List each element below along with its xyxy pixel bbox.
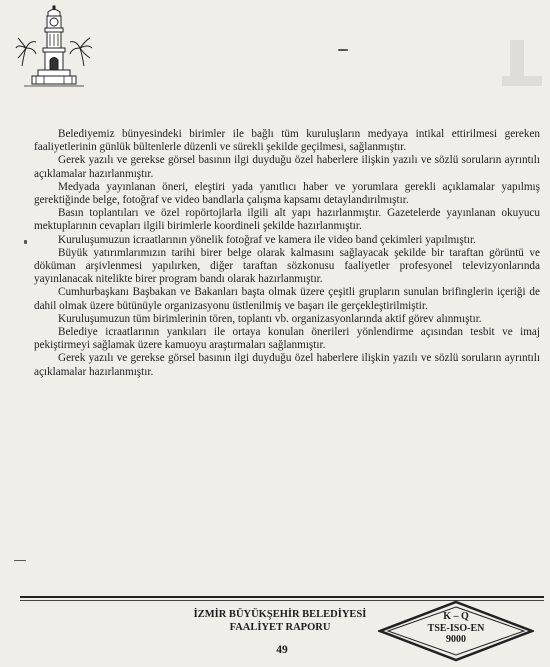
cert-line: K – Q — [443, 611, 469, 622]
report-title: FAALİYET RAPORU — [229, 622, 331, 633]
paragraph: Gerek yazılı ve gerekse görsel basının ilgi duyduğu özel haberlere ilişkin yazılı ve sözlü soruların ayrıntılı açıklamalar hazırlanmıştır. — [34, 352, 540, 378]
scan-speck — [338, 49, 348, 51]
scan-speck — [24, 240, 27, 244]
paragraph: Büyük yatırımlarımızın tarihi birer belge olarak kalmasını sağlayacak şekilde bir taraftan görüntü ve döküman arşivlenmesi yapılırken, diğer taraftan sözkonusu faaliyetler profesyonel televizyonlarında yayınlanacak nitelikte birer program bandı olarak hazırlanmıştır. — [34, 246, 540, 286]
cert-line: 9000 — [446, 634, 466, 645]
clock-tower-icon — [14, 4, 94, 90]
scan-speck — [14, 560, 26, 561]
footer-divider — [20, 596, 544, 598]
paragraph: Kuruluşumuzun icraatlarının yönelik fotoğraf ve kamera ile video band çekimleri yapılmıştır. — [58, 233, 476, 246]
paragraph: Belediyemiz bünyesindeki birimler ile bağlı tüm kuruluşların medyaya intikal ettirilmesi gereken faaliyetlerinin günlük bültenlerle düzenli ve sürekli şekilde geçilmesi, sağlanmıştır. — [34, 128, 540, 154]
cert-line: TSE-ISO-EN — [427, 622, 485, 634]
paragraph: Kuruluşumuzun tüm birimlerinin tören, toplantı vb. organizasyonlarında aktif görev alınmıştır. — [58, 312, 482, 325]
certification-badge — [378, 611, 534, 646]
bleed-through-icon — [496, 20, 550, 90]
footer-report-title — [170, 608, 390, 634]
paragraph: Basın toplantıları ve özel ropörtojlarla ilgili alt yapı hazırlanmıştır. Gazetelerde yayınlanan okuyucu mektuplarının cevapları ilgili birimlerle koordineli şekilde hazırlanmıştır. — [34, 207, 540, 233]
paragraph: Cumhurbaşkanı Başbakan ve Bakanları başta olmak üzere çeşitli grupların sunulan brifinglerin içeriği de dahil olmak üzere bütünüyle organizasyonu üstlenilmiş ve başarı ile gerçekleştirilmiştir. — [34, 286, 540, 312]
organization-name: İZMİR BÜYÜKŞEHİR BELEDİYESİ — [193, 609, 367, 620]
paragraph: Gerek yazılı ve gerekse görsel basının ilgi duyduğu özel haberlere ilişkin yazılı ve sözlü soruların ayrıntılı açıklamalar hazırlanmıştır. — [34, 154, 540, 180]
page-number: 49 — [276, 644, 288, 656]
paragraph: Medyada yayınlanan öneri, eleştiri yada yanıtlıcı haber ve yorumlara gerekli açıklamalar yapılmış gerektiğinde belge, fotoğraf ve video bandlarla çalışma kapsamı detaylandırılmıştır. — [34, 180, 540, 207]
body-text — [34, 128, 540, 379]
paragraph: Belediye icraatlarının yankıları ile ortaya konulan önerileri yönlendirme açısından tesbit ve imaj pekiştirmeyi sağlamak üzere kamuoyu araştırmaları sağlanmıştır. — [34, 326, 540, 352]
